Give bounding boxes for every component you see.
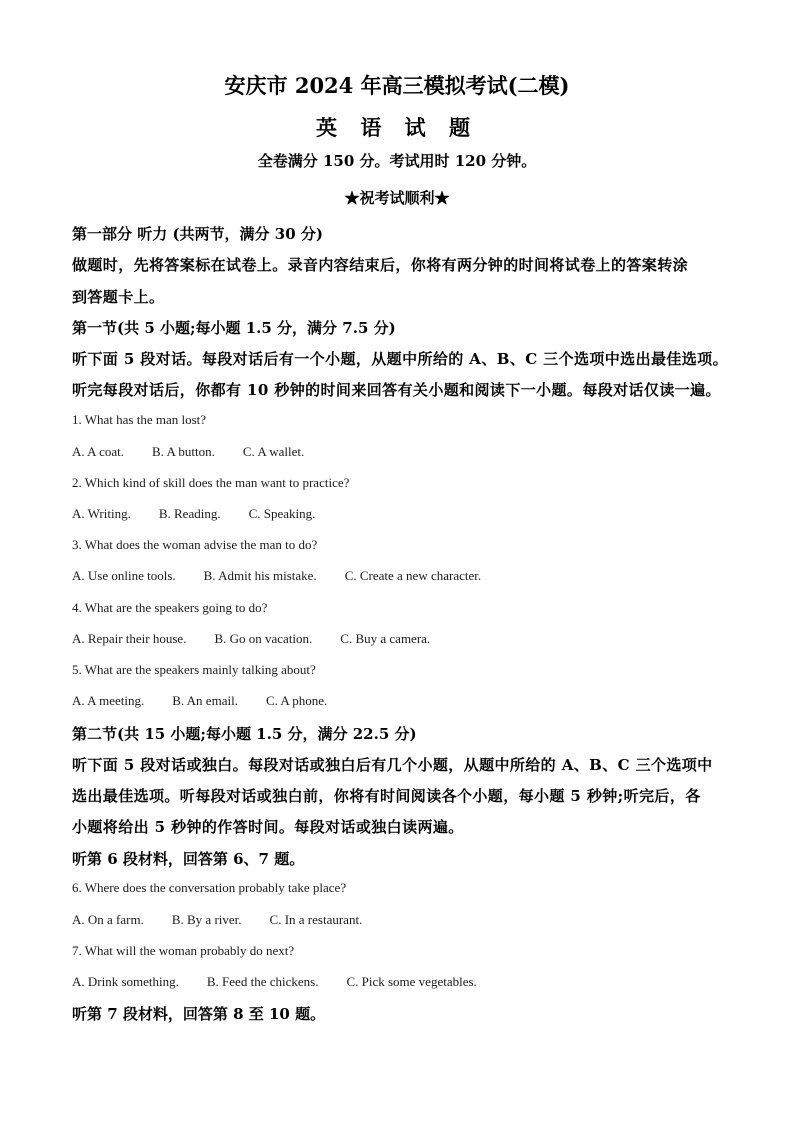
- blessing-text: ★祝考试顺利★: [344, 189, 450, 207]
- exam-title: 安庆市 2024 年高三模拟考试(二模): [224, 73, 570, 98]
- option-c: C. Speaking.: [248, 506, 316, 521]
- question-7: 7. What will the woman probably do next?: [72, 943, 295, 958]
- section1-instruction-line: 听完每段对话后，你都有 10 秒钟的时间来回答有关小题和阅读下一小题。每段对话仅读一遍。: [72, 381, 721, 399]
- option-b: B. Feed the chickens.: [206, 974, 319, 989]
- option-c: C. Create a new character.: [344, 568, 482, 583]
- option-c: C. Pick some vegetables.: [346, 974, 477, 989]
- option-a: A. Drink something.: [72, 974, 179, 989]
- option-b: B. An email.: [172, 693, 238, 708]
- options-4: [72, 631, 724, 647]
- question-1: 1. What has the man lost?: [72, 412, 207, 427]
- section1-heading: 第一节(共 5 小题;每小题 1.5 分，满分 7.5 分): [72, 319, 396, 337]
- part1-instruction-line: 做题时，先将答案标在试卷上。录音内容结束后，你将有两分钟的时间将试卷上的答案转涂: [72, 256, 689, 274]
- section2-heading: 第二节(共 15 小题;每小题 1.5 分，满分 22.5 分): [72, 725, 417, 743]
- option-a: A. Writing.: [72, 506, 131, 521]
- option-c: C. A wallet.: [242, 444, 305, 459]
- option-a: A. A coat.: [72, 444, 124, 459]
- option-b: B. Admit his mistake.: [203, 568, 317, 583]
- option-a: A. On a farm.: [72, 912, 144, 927]
- option-b: B. A button.: [152, 444, 215, 459]
- section2-instruction-line: 选出最佳选项。听每段对话或独白前，你将有时间阅读各个小题，每小题 5 秒钟;听完后，各: [72, 787, 701, 805]
- question-5: 5. What are the speakers mainly talking about?: [72, 662, 316, 677]
- option-a: A. Repair their house.: [72, 631, 187, 646]
- options-7: [72, 974, 724, 990]
- options-1: [72, 444, 724, 460]
- option-b: B. Reading.: [158, 506, 221, 521]
- question-4: 4. What are the speakers going to do?: [72, 600, 268, 615]
- score-info: 全卷满分 150 分。考试用时 120 分钟。: [257, 152, 537, 170]
- option-a: A. A meeting.: [72, 693, 145, 708]
- option-b: B. By a river.: [171, 912, 242, 927]
- options-2: [72, 506, 724, 522]
- option-a: A. Use online tools.: [72, 568, 176, 583]
- question-2: 2. Which kind of skill does the man want to practice?: [72, 475, 350, 490]
- part1-instruction-line: 到答题卡上。: [72, 288, 165, 306]
- section2-instruction-line: 小题将给出 5 秒钟的作答时间。每段对话或独白读两遍。: [72, 818, 464, 836]
- option-c: C. Buy a camera.: [340, 631, 431, 646]
- options-5: [72, 693, 724, 709]
- question-6: 6. Where does the conversation probably take place?: [72, 880, 347, 895]
- option-b: B. Go on vacation.: [214, 631, 313, 646]
- section2-instruction-line: 听下面 5 段对话或独白。每段对话或独白后有几个小题，从题中所给的 A、B、C 三个选项中: [72, 756, 713, 774]
- subject-title: 英 语 试 题: [316, 115, 478, 140]
- options-3: [72, 568, 724, 584]
- section1-instruction-line: 听下面 5 段对话。每段对话后有一个小题，从题中所给的 A、B、C 三个选项中选出最佳选项。: [72, 350, 728, 368]
- material-6-heading: 听第 6 段材料，回答第 6、7 题。: [72, 850, 305, 868]
- question-3: 3. What does the woman advise the man to do?: [72, 537, 318, 552]
- option-c: C. In a restaurant.: [269, 912, 363, 927]
- material-7-heading: 听第 7 段材料，回答第 8 至 10 题。: [72, 1005, 326, 1023]
- option-c: C. A phone.: [265, 693, 328, 708]
- options-6: [72, 912, 724, 928]
- part1-heading: 第一部分 听力 (共两节，满分 30 分): [72, 225, 323, 243]
